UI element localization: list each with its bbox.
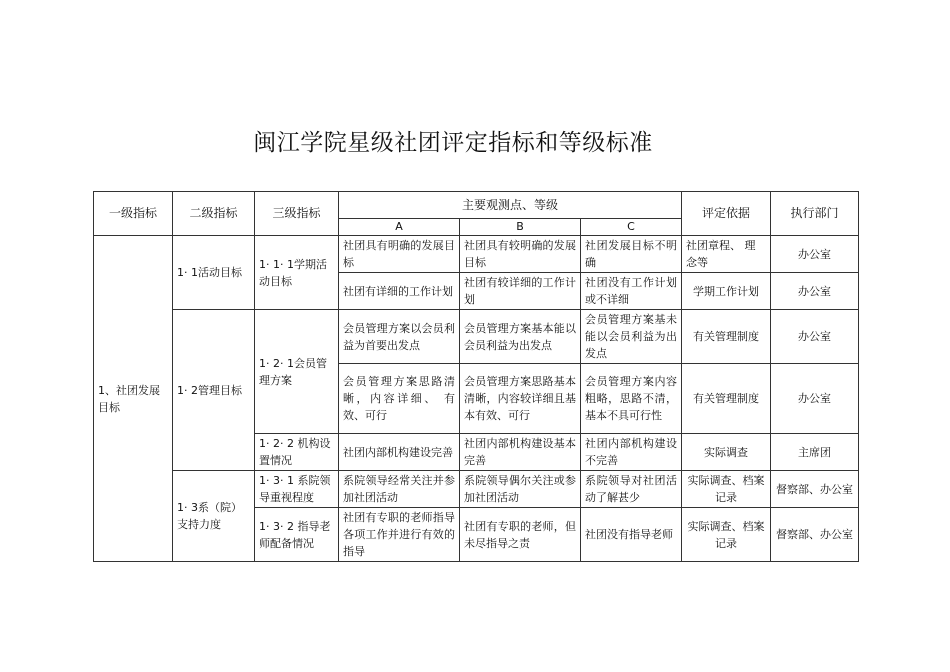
dept-cell: 办公室 bbox=[771, 364, 859, 434]
page-title: 闽江学院星级社团评定指标和等级标准 bbox=[253, 130, 653, 156]
grade-a-cell: 社团有详细的工作计划 bbox=[339, 273, 460, 310]
table-row bbox=[94, 471, 859, 508]
grade-b-cell: 会员管理方案思路基本清晰，内容较详细且基本有效、可行 bbox=[460, 364, 581, 434]
criteria-table bbox=[93, 191, 859, 562]
table-row bbox=[94, 236, 859, 273]
header-grade-b: B bbox=[460, 219, 581, 236]
header-grade-a: A bbox=[339, 219, 460, 236]
grade-a-cell: 社团具有明确的发展目标 bbox=[339, 236, 460, 273]
basis-cell: 实际调查 bbox=[682, 434, 771, 471]
grade-c-cell: 社团没有工作计划或不详细 bbox=[581, 273, 682, 310]
grade-b-cell: 系院领导偶尔关注或参加社团活动 bbox=[460, 471, 581, 508]
level3-cell: 1· 2· 2 机构设置情况 bbox=[255, 434, 339, 471]
grade-b-cell: 会员管理方案基本能以会员利益为出发点 bbox=[460, 310, 581, 364]
header-row bbox=[94, 192, 859, 219]
basis-cell: 实际调查、档案记录 bbox=[682, 471, 771, 508]
grade-c-cell: 系院领导对社团活动了解甚少 bbox=[581, 471, 682, 508]
grade-c-cell: 社团发展目标不明确 bbox=[581, 236, 682, 273]
grade-c-cell: 社团没有指导老师 bbox=[581, 508, 682, 562]
dept-cell: 督察部、办公室 bbox=[771, 471, 859, 508]
header-dept: 执行部门 bbox=[771, 192, 859, 236]
grade-a-cell: 会员管理方案以会员利益为首要出发点 bbox=[339, 310, 460, 364]
grade-a-cell: 社团有专职的老师指导各项工作并进行有效的指导 bbox=[339, 508, 460, 562]
basis-cell: 有关管理制度 bbox=[682, 310, 771, 364]
grade-a-cell: 会员管理方案思路清晰，内容详细、 有效、可行 bbox=[339, 364, 460, 434]
level3-cell: 1· 1· 1学期活动目标 bbox=[255, 236, 339, 310]
dept-cell: 办公室 bbox=[771, 273, 859, 310]
header-basis: 评定依据 bbox=[682, 192, 771, 236]
grade-b-cell: 社团有较详细的工作计划 bbox=[460, 273, 581, 310]
level3-cell: 1· 2· 1会员管理方案 bbox=[255, 310, 339, 434]
header-observation: 主要观测点、等级 bbox=[339, 192, 682, 219]
header-grade-c: C bbox=[581, 219, 682, 236]
basis-cell: 学期工作计划 bbox=[682, 273, 771, 310]
dept-cell: 办公室 bbox=[771, 310, 859, 364]
grade-a-cell: 系院领导经常关注并参加社团活动 bbox=[339, 471, 460, 508]
basis-cell: 有关管理制度 bbox=[682, 364, 771, 434]
header-level1: 一级指标 bbox=[94, 192, 173, 236]
level2-cell: 1· 1活动目标 bbox=[173, 236, 255, 310]
level1-cell: 1、社团发展目标 bbox=[94, 236, 173, 562]
level3-cell: 1· 3· 2 指导老师配备情况 bbox=[255, 508, 339, 562]
level2-cell: 1· 2管理目标 bbox=[173, 310, 255, 471]
header-level2: 二级指标 bbox=[173, 192, 255, 236]
grade-b-cell: 社团有专职的老师，但未尽指导之责 bbox=[460, 508, 581, 562]
grade-a-cell: 社团内部机构建设完善 bbox=[339, 434, 460, 471]
basis-cell: 实际调查、档案记录 bbox=[682, 508, 771, 562]
grade-c-cell: 社团内部机构建设不完善 bbox=[581, 434, 682, 471]
level3-cell: 1· 3· 1 系院领导重视程度 bbox=[255, 471, 339, 508]
header-level3: 三级指标 bbox=[255, 192, 339, 236]
dept-cell: 办公室 bbox=[771, 236, 859, 273]
grade-c-cell: 会员管理方案基未能以会员利益为出发点 bbox=[581, 310, 682, 364]
table-row bbox=[94, 310, 859, 364]
grade-b-cell: 社团具有较明确的发展目标 bbox=[460, 236, 581, 273]
basis-cell: 社团章程、 理念等 bbox=[682, 236, 771, 273]
grade-b-cell: 社团内部机构建设基本完善 bbox=[460, 434, 581, 471]
level2-cell: 1· 3系（院）支持力度 bbox=[173, 471, 255, 562]
grade-c-cell: 会员管理方案内容粗略，思路不清，基本不具可行性 bbox=[581, 364, 682, 434]
dept-cell: 督察部、办公室 bbox=[771, 508, 859, 562]
dept-cell: 主席团 bbox=[771, 434, 859, 471]
